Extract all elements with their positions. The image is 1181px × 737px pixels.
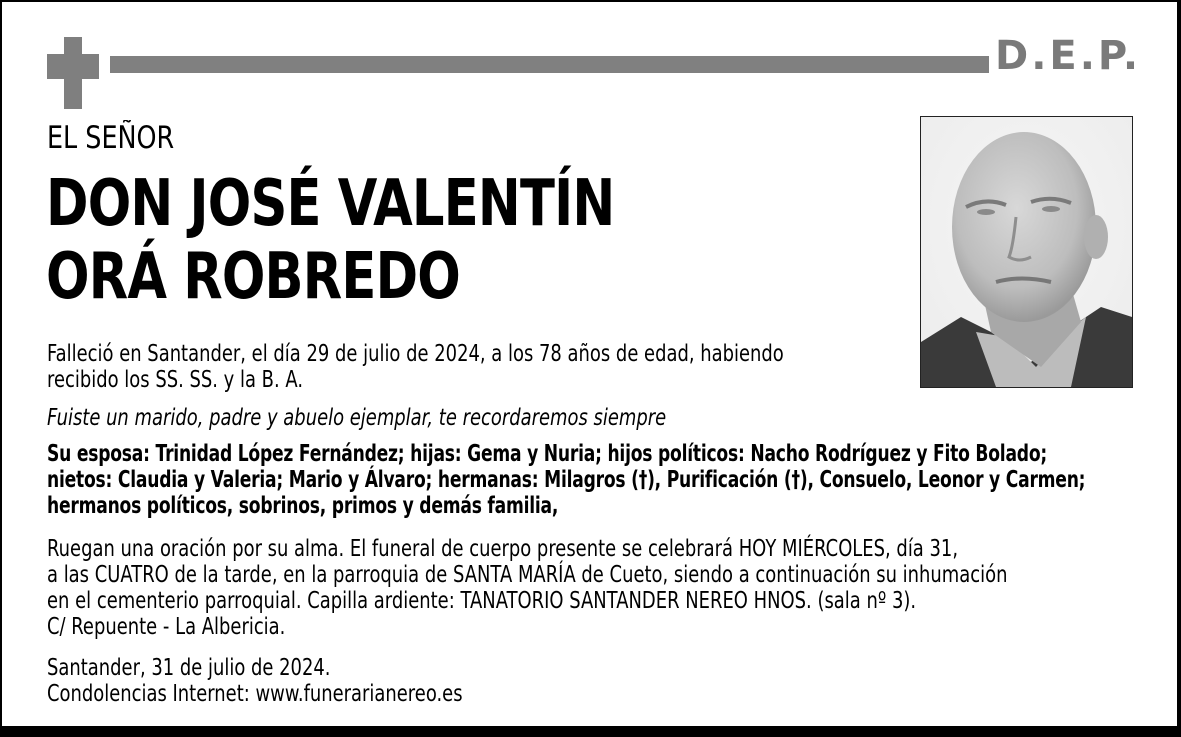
family-line-3: hermanos políticos, sobrinos, primos y demás familia, xyxy=(47,493,559,519)
funeral-line-2: a las CUATRO de la tarde, en la parroquia de SANTA MARÍA de Cueto, siendo a continuación su inhumación xyxy=(47,562,1008,588)
title-prefix: EL SEÑOR xyxy=(47,120,175,156)
family-paragraph xyxy=(47,441,1085,519)
portrait-photo xyxy=(920,116,1133,388)
name-line-2: ORÁ ROBREDO xyxy=(46,240,460,314)
death-notice-line-1: Falleció en Santander, el día 29 de julio de 2024, a los 78 años de edad, habiendo xyxy=(47,341,784,367)
dep-label: D.E.P. xyxy=(995,33,1142,79)
header-rule xyxy=(110,56,989,73)
footer xyxy=(47,655,463,707)
obituary-notice xyxy=(2,2,1177,726)
family-line-2: nietos: Claudia y Valeria; Mario y Álvaro; hermanas: Milagros (†), Purificación (†), Consuelo, Leonor y Carmen; xyxy=(47,467,1086,493)
epitaph: Fuiste un marido, padre y abuelo ejemplar, te recordaremos siempre xyxy=(47,405,667,431)
death-notice-line-2: recibido los SS. SS. y la B. A. xyxy=(47,367,304,393)
funeral-line-1: Ruegan una oración por su alma. El funeral de cuerpo presente se celebrará HOY MIÉRCOLES, día 31, xyxy=(47,536,959,562)
portrait-image xyxy=(921,117,1132,387)
place-date: Santander, 31 de julio de 2024. xyxy=(47,655,331,681)
deceased-name xyxy=(46,168,614,314)
name-line-1: DON JOSÉ VALENTÍN xyxy=(46,167,615,241)
family-line-1: Su esposa: Trinidad López Fernández; hijas: Gema y Nuria; hijos políticos: Nacho Rodríguez y Fito Bolado; xyxy=(47,441,1047,467)
cross-horizontal-bar xyxy=(47,54,99,79)
funeral-line-4: C/ Repuente - La Albericia. xyxy=(47,614,286,640)
funeral-paragraph xyxy=(47,536,1007,640)
bottom-frame-bar xyxy=(0,726,1181,737)
funeral-line-3: en el cementerio parroquial. Capilla ardiente: TANATORIO SANTANDER NEREO HNOS. (sala nº 3). xyxy=(47,588,917,614)
death-notice-paragraph xyxy=(47,341,784,393)
condolences-link[interactable]: Condolencias Internet: www.funerarianereo.es xyxy=(47,681,463,707)
